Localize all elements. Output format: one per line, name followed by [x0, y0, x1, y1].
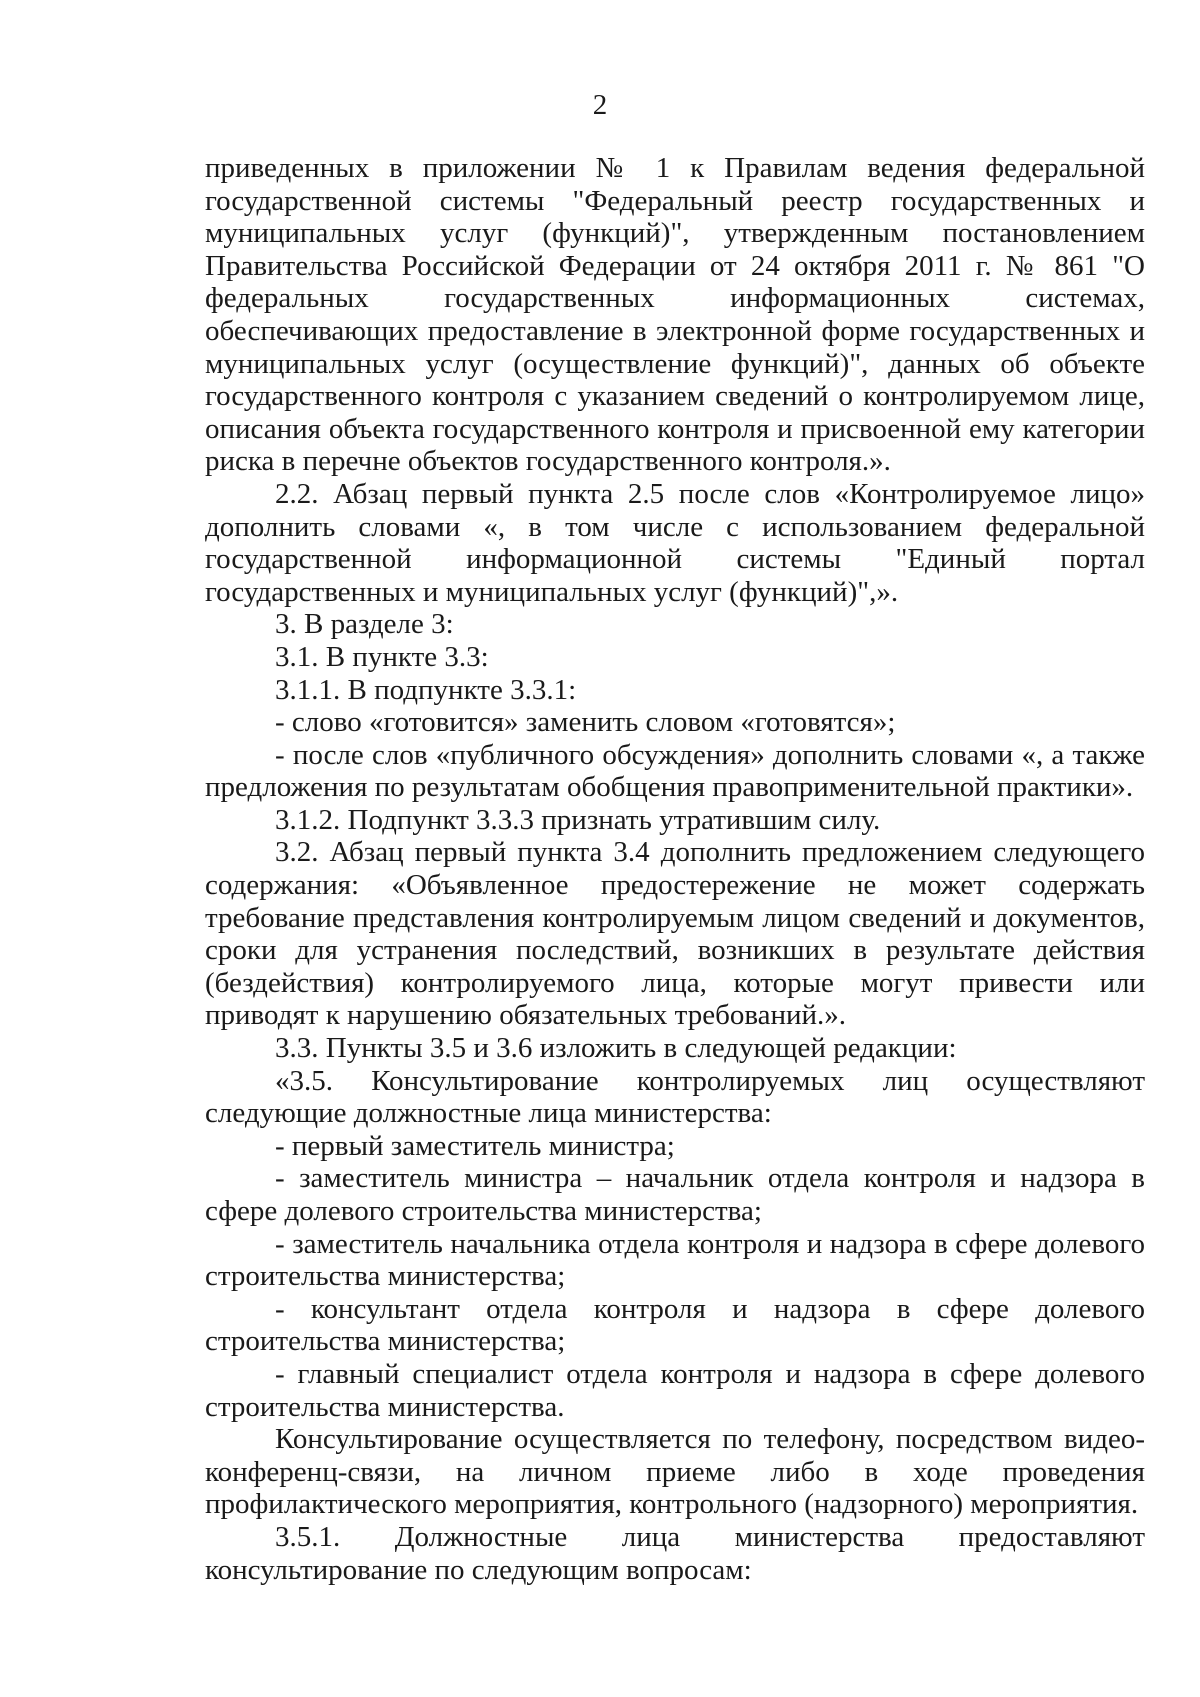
paragraph: 3.1.2. Подпункт 3.3.3 признать утратившим силу. [275, 803, 881, 836]
paragraph: 3.1.1. В подпункте 3.3.1: [275, 673, 577, 706]
paragraph: 3.3. Пункты 3.5 и 3.6 изложить в следующей редакции: [275, 1032, 957, 1065]
paragraph: - первый заместитель министра; [275, 1129, 675, 1162]
paragraph: - главный специалист отдела контроля и надзора в сфере долевого строительства министерства. [205, 1357, 1145, 1423]
paragraph: - после слов «публичного обсуждения» дополнить словами «, а также предложения по результатам обобщения правоприменительной практики». [205, 738, 1145, 804]
paragraph: 3. В разделе 3: [275, 608, 454, 641]
document-body [205, 152, 1145, 1586]
paragraph: 3.2. Абзац первый пункта 3.4 дополнить предложением следующего содержания: «Объявленное предостережение не может содержать требование представления контролируемым лицом сведений и документов, сроки для устранения последствий, возникших в результате действия (бездействия) контролируемого лица, которые могут привести или приводят к нарушению обязательных требований.». [205, 836, 1145, 1032]
paragraph: 2.2. Абзац первый пункта 2.5 после слов «Контролируемое лицо» дополнить словами «, в том числе с использованием федеральной государственной информационной системы "Единый портал государственных и муниципальных услуг (функций)",». [205, 477, 1145, 608]
paragraph: - слово «готовится» заменить словом «готовятся»; [275, 706, 896, 739]
paragraph: 3.5.1. Должностные лица министерства предоставляют консультирование по следующим вопросам: [205, 1520, 1145, 1586]
paragraph: - заместитель начальника отдела контроля и надзора в сфере долевого строительства министерства; [205, 1227, 1145, 1293]
paragraph: - заместитель министра – начальник отдела контроля и надзора в сфере долевого строительства министерства; [205, 1162, 1145, 1227]
paragraph: приведенных в приложении № 1 к Правилам ведения федеральной государственной системы "Федеральный реестр государственных и муниципальных услуг (функций)", утвержденным постановлением Правительства Российской Федерации от 24 октября 2011 г. № 861 "О федеральных государственных информационных системах, обеспечивающих предоставление в электронной форме государственных и муниципальных услуг (осуществление функций)", данных об объекте государственного контроля с указанием сведений о контролируемом лице, описания объекта государственного контроля и присвоенной ему категории риска в перечне объектов государственного контроля.». [205, 152, 1145, 478]
paragraph: «3.5. Консультирование контролируемых лиц осуществляют следующие должностные лица министерства: [205, 1064, 1145, 1130]
paragraph: 3.1. В пункте 3.3: [275, 640, 489, 673]
paragraph: - консультант отдела контроля и надзора в сфере долевого строительства министерства; [205, 1292, 1145, 1358]
paragraph: Консультирование осуществляется по телефону, посредством видео-конференц-связи, на личном приеме либо в ходе проведения профилактического мероприятия, контрольного (надзорного) мероприятия. [205, 1423, 1145, 1521]
page-number: 2 [592, 89, 608, 121]
